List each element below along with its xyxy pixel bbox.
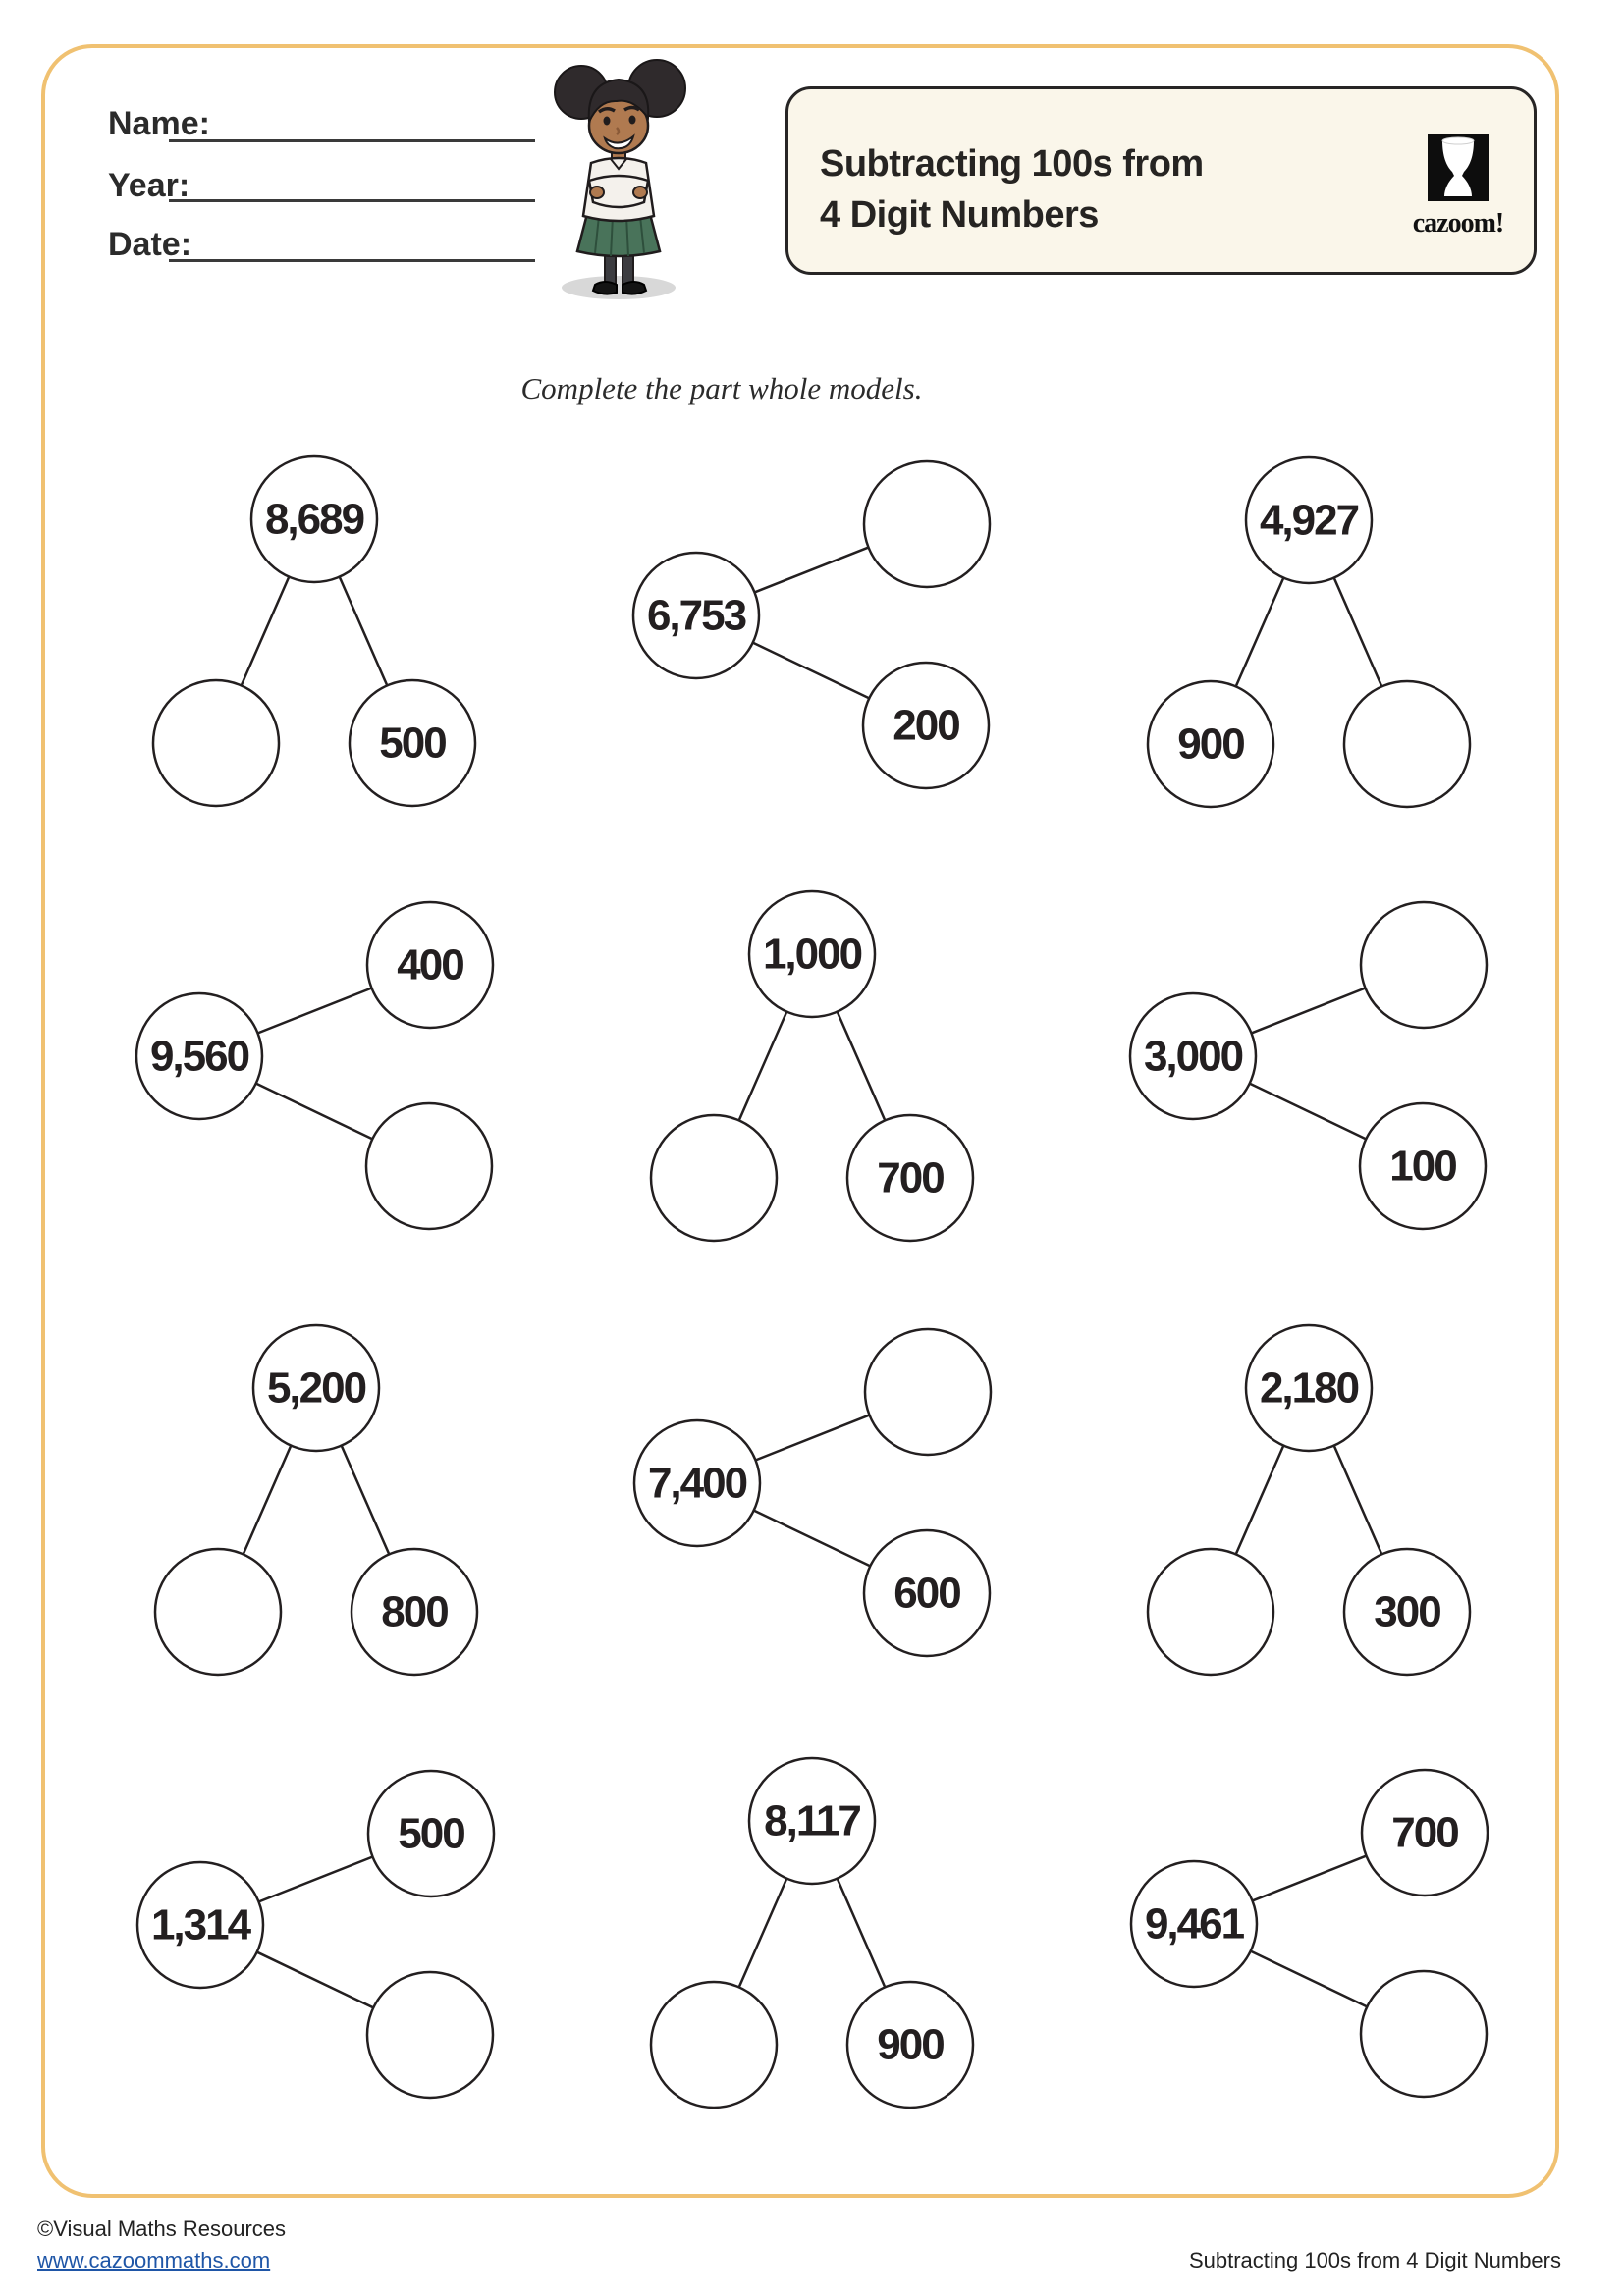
- whole-value: 7,400: [647, 1459, 747, 1508]
- name-input-line[interactable]: [169, 139, 535, 142]
- whole-value: 5,200: [266, 1363, 366, 1413]
- whole-value: 6,753: [646, 591, 746, 640]
- part1-value: 900: [1177, 720, 1244, 769]
- worksheet-title-line2: 4 Digit Numbers: [820, 194, 1099, 236]
- footer-worksheet-title: Subtracting 100s from 4 Digit Numbers: [1188, 2248, 1561, 2272]
- date-label: Date:: [108, 226, 192, 263]
- girl-body: [583, 147, 654, 221]
- part1-value: 500: [398, 1809, 464, 1858]
- part2-value: 100: [1389, 1142, 1456, 1191]
- whole-value: 9,461: [1144, 1899, 1244, 1949]
- part2-value: 200: [893, 701, 959, 750]
- answer-circle[interactable]: [1344, 681, 1470, 807]
- worksheet-title-line1: Subtracting 100s from: [820, 143, 1204, 185]
- whole-value: 8,117: [764, 1796, 860, 1845]
- answer-circle[interactable]: [1361, 1971, 1487, 2097]
- name-label: Name:: [108, 105, 210, 142]
- part2-value: 800: [381, 1587, 448, 1636]
- part-whole-model-10: [133, 1768, 498, 2102]
- part2-value: 600: [893, 1569, 960, 1618]
- answer-circle[interactable]: [367, 1972, 493, 2098]
- answer-circle[interactable]: [651, 1982, 777, 2108]
- year-label: Year:: [108, 167, 190, 204]
- whole-value: 3,000: [1143, 1032, 1243, 1081]
- part-whole-model-3: [1139, 453, 1479, 812]
- answer-circle[interactable]: [864, 461, 990, 587]
- worksheet-title: [820, 138, 1204, 240]
- part-whole-model-4: [132, 899, 497, 1233]
- website-link[interactable]: www.cazoommaths.com: [37, 2248, 271, 2272]
- part2-value: 700: [877, 1153, 944, 1202]
- whole-value: 4,927: [1259, 496, 1359, 545]
- whole-value: 8,689: [264, 495, 364, 544]
- girl-illustration: [540, 49, 697, 299]
- cazoom-logo: [1399, 134, 1517, 240]
- drum-icon: [1428, 134, 1489, 201]
- date-input-line[interactable]: [169, 259, 535, 262]
- part1-value: 700: [1391, 1808, 1458, 1857]
- answer-circle[interactable]: [366, 1103, 492, 1229]
- whole-value: 9,560: [149, 1032, 249, 1081]
- part-whole-model-12: [1126, 1767, 1491, 2101]
- answer-circle[interactable]: [865, 1329, 991, 1455]
- part2-value: 300: [1374, 1587, 1440, 1636]
- answer-circle[interactable]: [1361, 902, 1487, 1028]
- copyright-text: ©Visual Maths Resources: [37, 2216, 287, 2241]
- part-whole-model-6: [1125, 899, 1490, 1233]
- part-whole-model-7: [146, 1320, 486, 1680]
- part2-value: 500: [379, 719, 446, 768]
- answer-circle[interactable]: [1148, 1549, 1273, 1675]
- whole-value: 1,000: [762, 930, 862, 979]
- year-input-line[interactable]: [169, 199, 535, 202]
- answer-circle[interactable]: [155, 1549, 281, 1675]
- title-box: [785, 86, 1537, 275]
- instruction-text: Complete the part whole models.: [520, 371, 923, 405]
- part-whole-model-5: [642, 886, 982, 1246]
- answer-circle[interactable]: [153, 680, 279, 806]
- part-whole-model-2: [628, 458, 994, 792]
- whole-value: 2,180: [1259, 1363, 1359, 1413]
- answer-circle[interactable]: [651, 1115, 777, 1241]
- part-whole-model-9: [1139, 1320, 1479, 1680]
- part2-value: 900: [877, 2020, 944, 2069]
- part1-value: 400: [397, 940, 463, 989]
- girl-head: [555, 60, 685, 153]
- part-whole-model-8: [629, 1326, 995, 1660]
- whole-value: 1,314: [150, 1900, 250, 1949]
- girl-shadow: [562, 276, 676, 299]
- part-whole-model-11: [642, 1753, 982, 2112]
- part-whole-model-1: [144, 452, 484, 811]
- cazoom-brand-text: cazoom!: [1412, 208, 1504, 239]
